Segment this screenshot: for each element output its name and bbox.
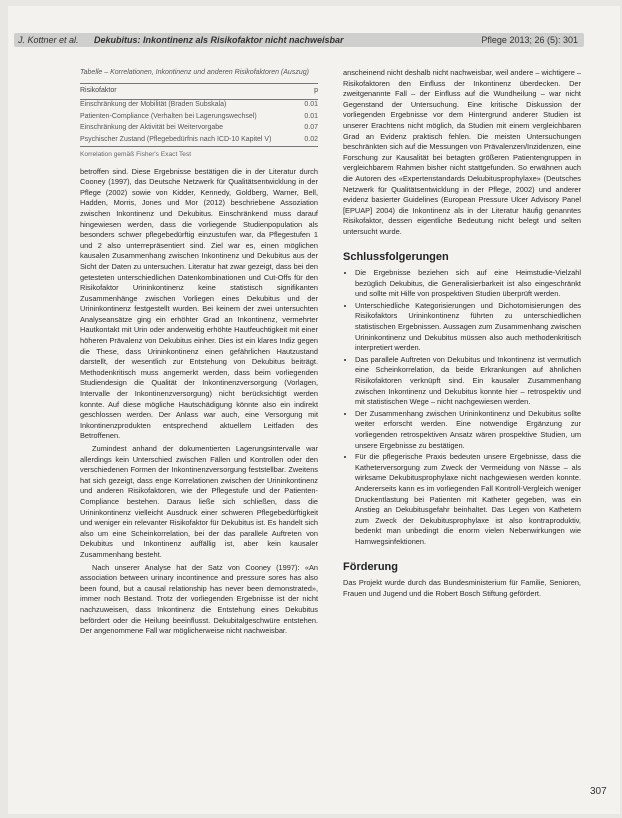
risk-factor-table bbox=[80, 83, 318, 147]
list-item: • Unterschiedliche Kategorisierungen und Dichotomisierungen des Risikofaktors Urininkontinenz führten zu unterschiedlichen statistischen Ergebnissen. Aussagen zum Zusammenhang zwischen Urininkontinenz und Dekubitus müssen also auch methodenkritisch interpretiert werden. bbox=[355, 301, 581, 354]
header-author: J. Kottner et al. bbox=[18, 35, 79, 45]
table-cell-factor: Patienten-Compliance (Verhalten bei Lagerungswechsel) bbox=[80, 112, 257, 120]
table-cell-p: 0.02 bbox=[302, 134, 318, 146]
body-paragraph: Nach unserer Analyse hat der Satz von Cooney (1997): «An association between urinary incontinence and pressure sores has also been found, but a causal relationship has never been demonstrated», immer noch Bestand. Trotz der vorliegenden Ergebnisse ist der nicht nachzuweisen, dass Inkontinenz die Entstehung eines Dekubitus befördert oder die Heilung beeinflusst. Dekubitalgeschwüre entstehen. Der angenommene Fall war möglicherweise nicht nachweisbar. bbox=[80, 562, 318, 636]
header-title: Dekubitus: Inkontinenz als Risikofaktor nicht nachweisbar bbox=[94, 35, 344, 45]
conclusion-heading: Schlussfolgerungen bbox=[343, 250, 449, 263]
table-cell-factor: Einschränkung der Aktivität bei Weitervorgabe bbox=[80, 124, 224, 132]
table-cell-p: 0.07 bbox=[304, 124, 318, 132]
table-header-factor: Risikofaktor bbox=[80, 84, 302, 100]
table-row bbox=[80, 134, 318, 146]
right-column bbox=[343, 68, 581, 601]
body-paragraph: Zumindest anhand der dokumentierten Lagerungsintervalle war allerdings kein Unterschied zwischen Fällen und Kontrollen oder den verschiedenen Formen der Inkontinenzversorgung feststellbar. Zweitens hat sich gezeigt, dass enge Korrelationen zwischen der Urininkontinenz und anderen Risikofaktoren, wie der Pflegestufe und der Patienten-Compliance bestehen. Daraus ließe sich schließen, dass die Urininkontinenz vielleicht Ausdruck einer schweren Pflegebedürftigkeit und weniger ein relevanter Risikofaktor für Dekubitus ist. Es handelt sich also um eine Scheinkorrelation, bei der das parallele Auftreten von Dekubitus und Inkontinenz auffällig ist, aber kein kausaler Zusammenhang besteht. bbox=[80, 444, 318, 559]
table-row bbox=[80, 99, 318, 111]
funding-text: Das Projekt wurde durch das Bundesministerium für Familie, Senioren, Frauen und Jugend und die Robert Bosch Stiftung gefördert. bbox=[343, 578, 581, 598]
header-citation: Pflege 2013; 26 (5): 301 bbox=[481, 35, 578, 45]
table-cell-p: 0.01 bbox=[304, 101, 318, 109]
table-cell-p: 0.01 bbox=[304, 112, 318, 120]
list-item: • Der Zusammenhang zwischen Urininkontinenz und Dekubitus sollte weiter erforscht werden. Eine notwendige Ergänzung zur vorliegenden retrospektiven Ansatz wären prospektive Studien, um unsere Ergebnisse zu bestätigen. bbox=[355, 409, 581, 451]
list-item: • Die Ergebnisse beziehen sich auf eine Heimstudie-Vielzahl bezüglich Dekubitus, die Generalisierbarkeit ist also eingeschränkt und sollte mit Hilfe von prospektiven Studien überprüft werden. bbox=[355, 268, 581, 300]
table-header-p: p bbox=[302, 84, 318, 100]
table-cell-factor: Psychischer Zustand (Pflegebedürfnis nach ICD-10 Kapitel V) bbox=[80, 134, 302, 146]
table-row bbox=[80, 123, 318, 135]
page-number: 307 bbox=[590, 786, 607, 797]
table-cell-factor: Einschränkung der Mobilität (Braden Subskala) bbox=[80, 101, 227, 109]
table-row bbox=[80, 111, 318, 123]
left-column bbox=[80, 68, 318, 639]
list-item: • Das parallele Auftreten von Dekubitus und Inkontinenz ist vermutlich eine Scheinkorrelation, da beide Erkrankungen auf ähnlichen Risikofaktoren verknüpft sind. Ein kausaler Zusammenhang zwischen Inkontinenz und Dekubitus konnte hier – retrospektiv und mit statistischen Wege – nicht nachgewiesen werden. bbox=[355, 355, 581, 408]
list-item: • Für die pflegerische Praxis bedeuten unsere Ergebnisse, dass die Katheterversorgung zum Zweck der Vermeidung von Nässe – als wirksame Dekubitusprophylaxe nicht nachgewiesen werden konnte. Andererseits kann es im vorliegenden Fall Kontroll-Vergleich weniger Druckentlastung bei Patienten mit Katheter gegeben, was ein Anstieg an Dekubitusgefahr beinhaltet. Das Legen von Kathetern zum Zweck der Dekubitusprophylaxe ist also kontraproduktiv, bedenkt man unbedingt die enorm vielen Nebenwirkungen wie Harnwegsinfektionen. bbox=[355, 452, 581, 547]
conclusion-list bbox=[343, 268, 581, 547]
body-paragraph: anscheinend nicht deshalb nicht nachweisbar, weil andere – wichtigere – Risikofaktoren den Einfluss der Inkontinenz überdecken. Der zweitgenannte Fall – der Einfluss auf die Wundheilung – war nicht Gegenstand der Untersuchung. Eine kritische Diskussion der vorliegenden Ergebnisse vor dem Hintergrund anderer Studien ist unserer Erachtens nicht möglich, da Studien mit einem vergleichbaren Grad an Evidenz praktisch fehlen. Die meisten Untersuchungen beschränkten sich auf die Messungen von Prävalenzen/Inzidenzen, eine Forschung zur Kausalität bei betagten größeren Patientengruppen in vergleichbarem Rahmen bisher nicht stattgefunden. So erwähnen auch die Autoren des «Expertenstandards Dekubitusprophylaxe» (Deutsches Netzwerk für Qualitätsentwicklung in der Pflege, 2002) und anderer evidenz basierter Guidelines (European Pressure Ulcer Advisory Panel [EPUAP] 2004) die Inkontinenz als in der Literatur häufig genanntes Risikofaktor, dessen eigentliche Bedeutung nicht belegt und selten untersucht wurde. bbox=[343, 68, 581, 236]
funding-heading: Förderung bbox=[343, 560, 398, 573]
table-note: Korrelation gemäß Fisher's Exact Test bbox=[80, 150, 192, 158]
body-paragraph: betroffen sind. Diese Ergebnisse bestätigen die in der Literatur durch Cooney (1997), das Deutsche Netzwerk für Qualitätsentwicklung in der Pflege (2002) sowie von Kidder, Kennedy, Goldberg, Warner, Bell, Hadden, Morris, Jones und Mor (2012) beschriebene Assoziation zwischen Inkontinenz und Dekubitus. Einschränkend muss darauf hingewiesen werden, dass die vorliegende Studienpopulation als besonders schwer pflegebedürftig einzustufen war, da Pflegestufen 1 und 2 also unterrepräsentiert sind. Ziel war es, einen möglichen kausalen Zusammenhang zwischen Inkontinenz und Dekubitus aus der Sicht der Daten zu untersuchen. Literatur hat zwar gezeigt, dass bei den getesteten unterschiedlichen Datenkombinationen und Cut-Offs für den Risikofaktor Urininkontinenz keine statistisch signifikanten Zusammenhänge zwischen Vorliegen eines Dekubitus und der Urininkontinenz festgestellt wurden. Bei keinem der zwei untersuchten Analyseansätze ging ein erhöhter Grad an Inkontinenz, vermehrter Hautkontakt mit Urin oder anderweitig erhöhte Hautfeuchtigkeit mit einer höheren Prävalenz von Dekubitus einher. Dies ist ein klares Indiz gegen die These, dass Urininkontinenz einen gefährlichen Hautzustand darstellt, der wesentlich zur Entstehung von Dekubitus beiträgt. Methodenkritisch muss angemerkt werden, dass beim vorliegenden Studiendesign die Qualität der Inkontinenzversorgung (Vorlagen, Intervalle der Inkontinenzversorgung) nicht berücksichtigt werden konnte. Auf diese mögliche Hautschädigung könnte also ein indirekt geschlossen werden. Der Anlass war auch, eine Versorgung mit Inkontinenzprodukten entsprechend aktuellem Leitfaden des Betroffenen. bbox=[80, 166, 318, 441]
running-header bbox=[14, 33, 584, 47]
table-caption: Tabelle – Korrelationen, Inkontinenz und anderen Risikofaktoren (Auszug) bbox=[80, 69, 309, 76]
